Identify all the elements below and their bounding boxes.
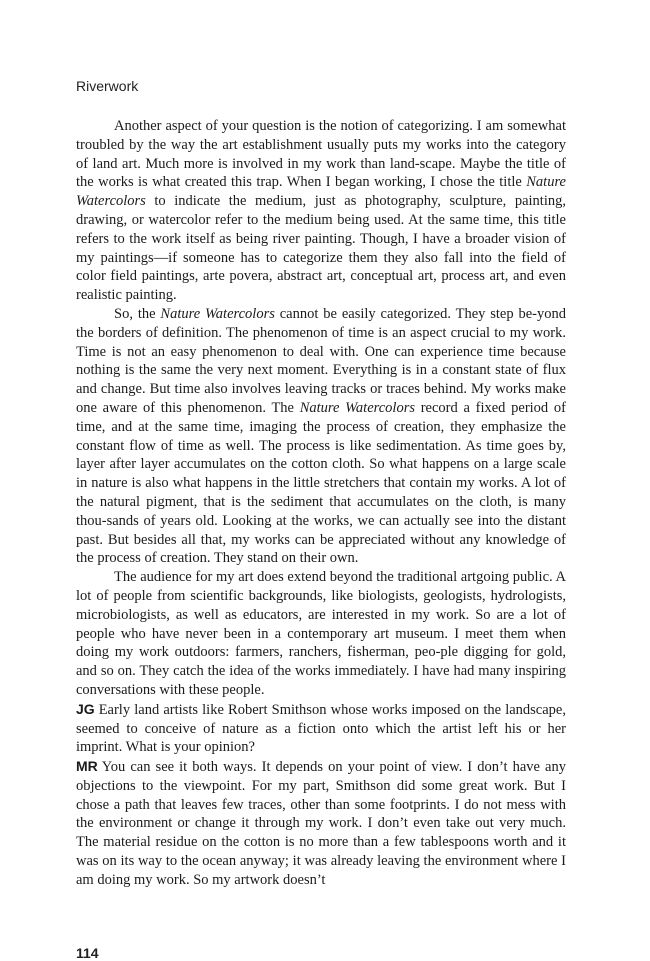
italic-title: Nature Watercolors — [76, 174, 566, 210]
italic-title: Nature Watercolors — [160, 305, 275, 322]
italic-title: Nature Watercolors — [299, 399, 415, 416]
paragraph-text: Another aspect of your question is the notion of categorizing. I am somewhat troubled by the way the art establishment usually puts my works into the category of land art. Much more is involved in my work than land-scape. Maybe the title of the works is what created this trap. When I began working, I chose the title — [76, 118, 566, 191]
paragraph-text: Early land artists like Robert Smithson whose works imposed on the landscape, seemed to conceive of nature as a fiction onto which the artist left his or her imprint. What is your opinion? — [76, 701, 566, 756]
body-text — [76, 117, 566, 890]
running-head: Riverwork — [76, 78, 139, 94]
paragraph — [76, 117, 566, 305]
paragraph-text: record a fixed period of time, and at the same time, imaging the process of creation, they emphasize the constant flow of time as well. The process is like sedimentation. As time goes by, layer after layer accumulates on the cotton cloth. So what happens on a large scale in nature is also what happens in the little stretchers that contain my works. A lot of the natural pigment, that is the sediment that accumulates on the cloth, is many thou-sands of years old. Looking at the works, we can actually see into the distant past. But besides all that, my works can be appreciated without any knowledge of the process of creation. They stand on their own. — [76, 399, 566, 567]
paragraph-text: So, the — [114, 305, 161, 322]
page-number: 114 — [76, 945, 99, 961]
interview-answer — [76, 757, 566, 890]
paragraph-text: You can see it both ways. It depends on your point of view. I don’t have any objections to the viewpoint. For my part, Smithson did some great work. But I chose a path that leaves few traces, other than some footprints. I do not mess with the environment or change it through my work. I don’t even take out very much. The material residue on the cotton is no more than a few tablespoons worth and it was on its way to the ocean anyway; it was already leaving the environment where I am doing my work. So my artwork doesn’t — [76, 759, 566, 888]
paragraph-text: The audience for my art does extend beyond the traditional artgoing public. A lot of people from scientific backgrounds, like biologists, geologists, hydrologists, microbiologists, as well as educators, are interested in my work. So are a lot of people who have never been in a contemporary art museum. I meet them when doing my work outdoors: farmers, ranchers, fisherman, peo-ple digging for gold, and so on. They catch the idea of the works immediately. I have had many inspiring conversations with these people. — [76, 569, 566, 698]
interview-question — [76, 700, 566, 757]
paragraph — [76, 568, 566, 700]
paragraph — [76, 305, 566, 568]
speaker-label: MR — [76, 758, 98, 775]
paragraph-text: to indicate the medium, just as photography, sculpture, painting, drawing, or watercolor refer to the medium being used. At the same time, this title refers to the work itself as being river painting. Though, I have a broader vision of my paintings—if someone has to categorize them they also fall into the field of color field paintings, arte povera, abstract art, conceptual art, process art, and even realistic painting. — [76, 193, 566, 304]
speaker-label: JG — [76, 700, 95, 717]
paragraph-text: cannot be easily categorized. They step be-yond the borders of definition. The phenomenon of time is an aspect crucial to my work. Time is not an easy phenomenon to deal with. One can experience time because nothing is the same the very next moment. Everything is in a constant state of flux and change. But time also involves leaving tracks or traces behind. My works make one aware of this phenomenon. The — [76, 305, 567, 416]
